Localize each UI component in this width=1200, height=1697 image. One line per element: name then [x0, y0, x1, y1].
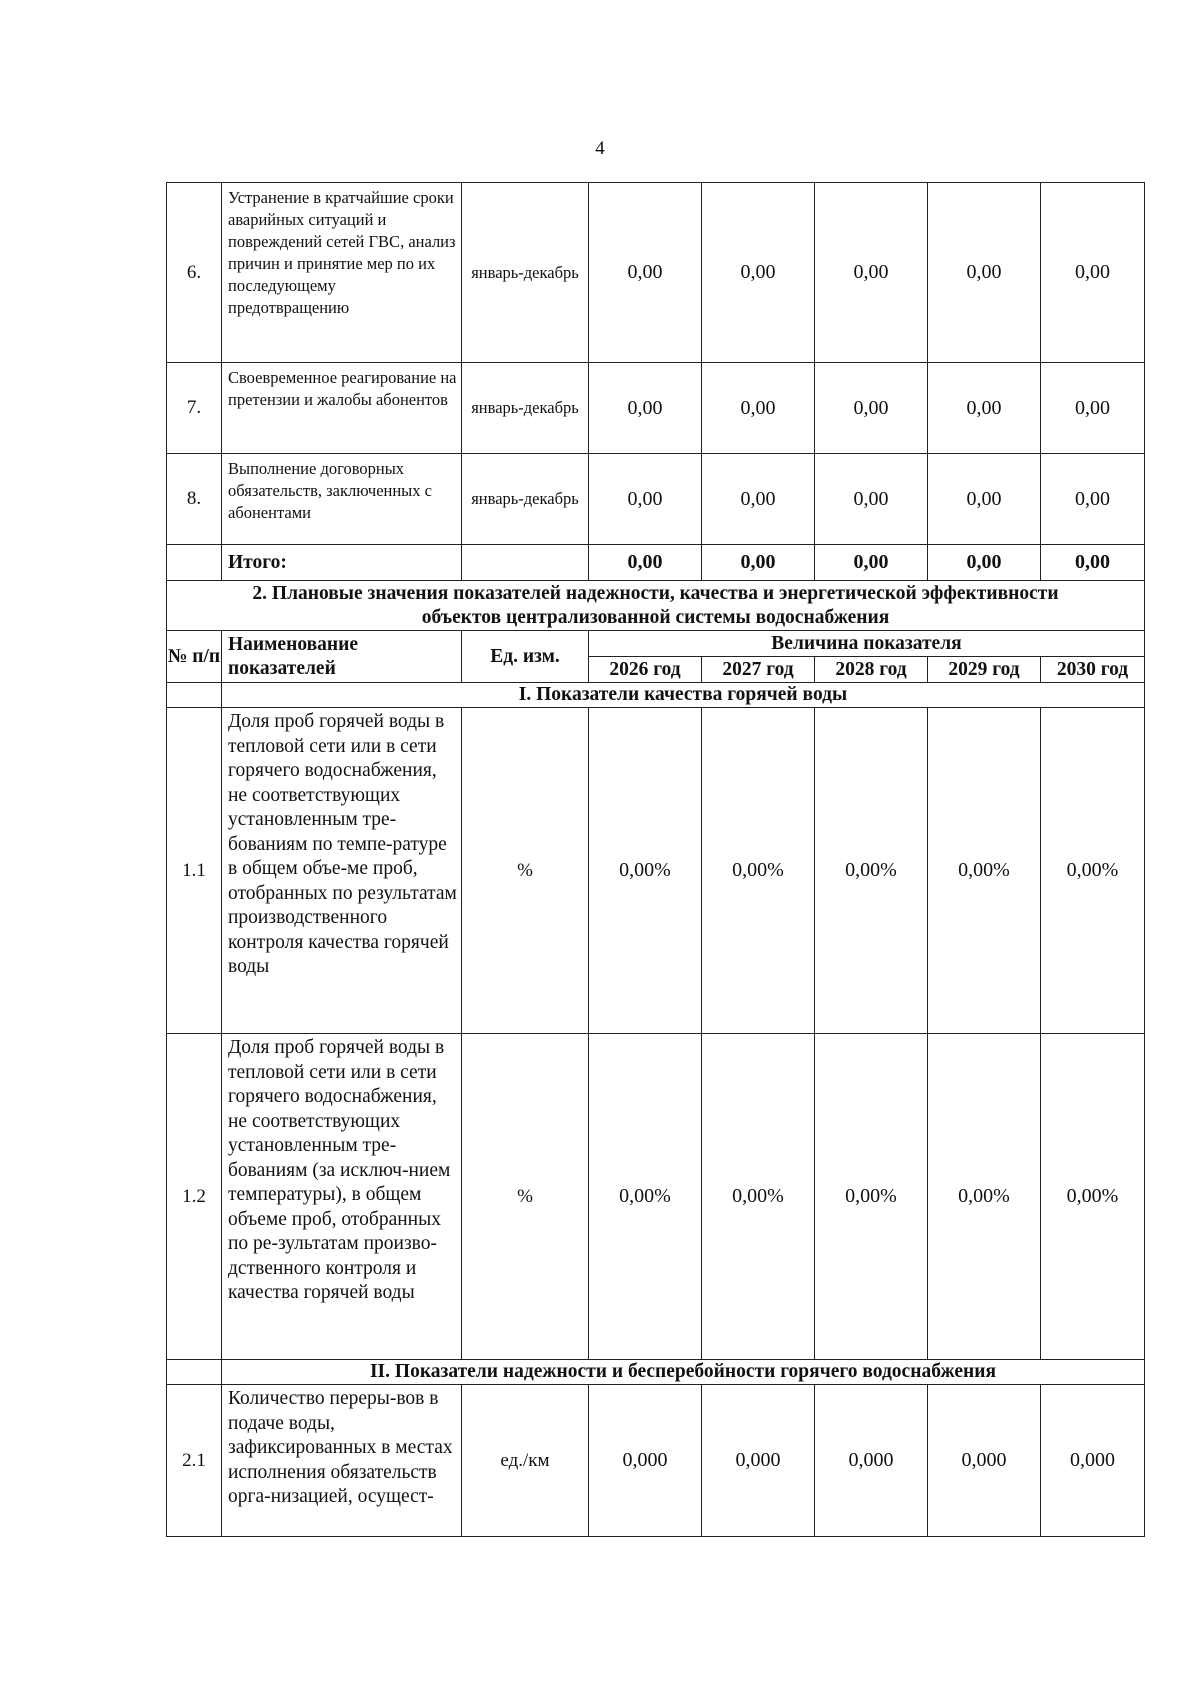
row-name: Своевременное реагирование на претензии и жалобы абонентов — [222, 363, 462, 454]
header-year: 2030 год — [1041, 657, 1145, 683]
value-cell: 0,000 — [928, 1385, 1041, 1537]
value-cell: 0,00 — [928, 454, 1041, 545]
value-cell: 0,00 — [702, 454, 815, 545]
value-cell: 0,00% — [702, 1034, 815, 1360]
row-unit: % — [462, 708, 589, 1034]
value-cell: 0,00% — [815, 708, 928, 1034]
row-name: Выполнение договорных обязательств, заключенных с абонентами — [222, 454, 462, 545]
value-cell: 0,00 — [815, 454, 928, 545]
total-value: 0,00 — [815, 545, 928, 581]
table-row — [167, 363, 1145, 454]
table-row — [167, 1385, 1145, 1537]
value-cell: 0,00 — [589, 363, 702, 454]
header-row — [167, 631, 1145, 657]
row-unit: % — [462, 1034, 589, 1360]
total-row — [167, 545, 1145, 581]
row-number: 1.1 — [167, 708, 222, 1034]
row-number: 7. — [167, 363, 222, 454]
header-name: Наименование показателей — [222, 631, 462, 683]
value-cell: 0,00% — [928, 708, 1041, 1034]
row-period: январь-декабрь — [462, 183, 589, 363]
row-name: Количество переры-вов в подаче воды, зафиксированных в местах исполнения обязательств орга-низацией, осущест- — [222, 1385, 462, 1537]
header-year: 2028 год — [815, 657, 928, 683]
row-number: 8. — [167, 454, 222, 545]
header-year: 2026 год — [589, 657, 702, 683]
group-title-row — [167, 1360, 1145, 1385]
empty-cell — [167, 1360, 222, 1385]
value-cell: 0,00% — [928, 1034, 1041, 1360]
value-cell: 0,00 — [589, 454, 702, 545]
empty-cell — [167, 683, 222, 708]
value-cell: 0,00 — [815, 363, 928, 454]
value-cell: 0,00% — [589, 708, 702, 1034]
group-title: I. Показатели качества горячей воды — [222, 683, 1145, 708]
value-cell: 0,00% — [1041, 708, 1145, 1034]
total-value: 0,00 — [928, 545, 1041, 581]
section-title: 2. Плановые значения показателей надежности, качества и энергетической эффективности объектов централизованной системы водоснабжения — [167, 581, 1145, 631]
value-cell: 0,00 — [589, 183, 702, 363]
value-cell: 0,00 — [928, 363, 1041, 454]
page-number: 4 — [595, 138, 605, 159]
row-period: январь-декабрь — [462, 363, 589, 454]
row-name: Доля проб горячей воды в тепловой сети или в сети горячего водоснабжения, не соответствующих установленным тре-бованиям (за исключ-нием температуры), в общем объеме проб, отобранных по ре-зультатам произво-дственного контроля и качества горячей воды — [222, 1034, 462, 1360]
value-cell: 0,00 — [702, 183, 815, 363]
row-unit: ед./км — [462, 1385, 589, 1537]
group-title-row — [167, 683, 1145, 708]
value-cell: 0,00 — [1041, 183, 1145, 363]
table-row — [167, 454, 1145, 545]
total-value: 0,00 — [1041, 545, 1145, 581]
value-cell: 0,00 — [702, 363, 815, 454]
value-cell: 0,00 — [1041, 363, 1145, 454]
value-cell: 0,000 — [589, 1385, 702, 1537]
row-name: Устранение в кратчайшие сроки аварийных ситуаций и повреждений сетей ГВС, анализ причин и принятие мер по их последующему предотвращению — [222, 183, 462, 363]
table-row — [167, 183, 1145, 363]
header-year: 2029 год — [928, 657, 1041, 683]
header-num: № п/п — [167, 631, 222, 683]
row-name: Доля проб горячей воды в тепловой сети или в сети горячего водоснабжения, не соответствующих установленным тре-бованиям по темпе-ратуре в общем объе-ме проб, отобранных по результатам производственного контроля качества горячей воды — [222, 708, 462, 1034]
value-cell: 0,00% — [1041, 1034, 1145, 1360]
table-row — [167, 1034, 1145, 1360]
table-row — [167, 708, 1145, 1034]
value-cell: 0,000 — [702, 1385, 815, 1537]
section-title-row — [167, 581, 1145, 631]
row-period: январь-декабрь — [462, 454, 589, 545]
value-cell: 0,00 — [928, 183, 1041, 363]
total-value: 0,00 — [702, 545, 815, 581]
value-cell: 0,00 — [1041, 454, 1145, 545]
row-number: 2.1 — [167, 1385, 222, 1537]
empty-cell — [462, 545, 589, 581]
value-cell: 0,000 — [1041, 1385, 1145, 1537]
total-value: 0,00 — [589, 545, 702, 581]
value-cell: 0,00 — [815, 183, 928, 363]
header-value-title: Величина показателя — [589, 631, 1145, 657]
group-title: II. Показатели надежности и бесперебойности горячего водоснабжения — [222, 1360, 1145, 1385]
value-cell: 0,00% — [702, 708, 815, 1034]
value-cell: 0,00% — [815, 1034, 928, 1360]
empty-cell — [167, 545, 222, 581]
total-label: Итого: — [222, 545, 462, 581]
header-unit: Ед. изм. — [462, 631, 589, 683]
value-cell: 0,00% — [589, 1034, 702, 1360]
row-number: 6. — [167, 183, 222, 363]
header-year: 2027 год — [702, 657, 815, 683]
indicators-table — [166, 182, 1145, 1537]
value-cell: 0,000 — [815, 1385, 928, 1537]
row-number: 1.2 — [167, 1034, 222, 1360]
